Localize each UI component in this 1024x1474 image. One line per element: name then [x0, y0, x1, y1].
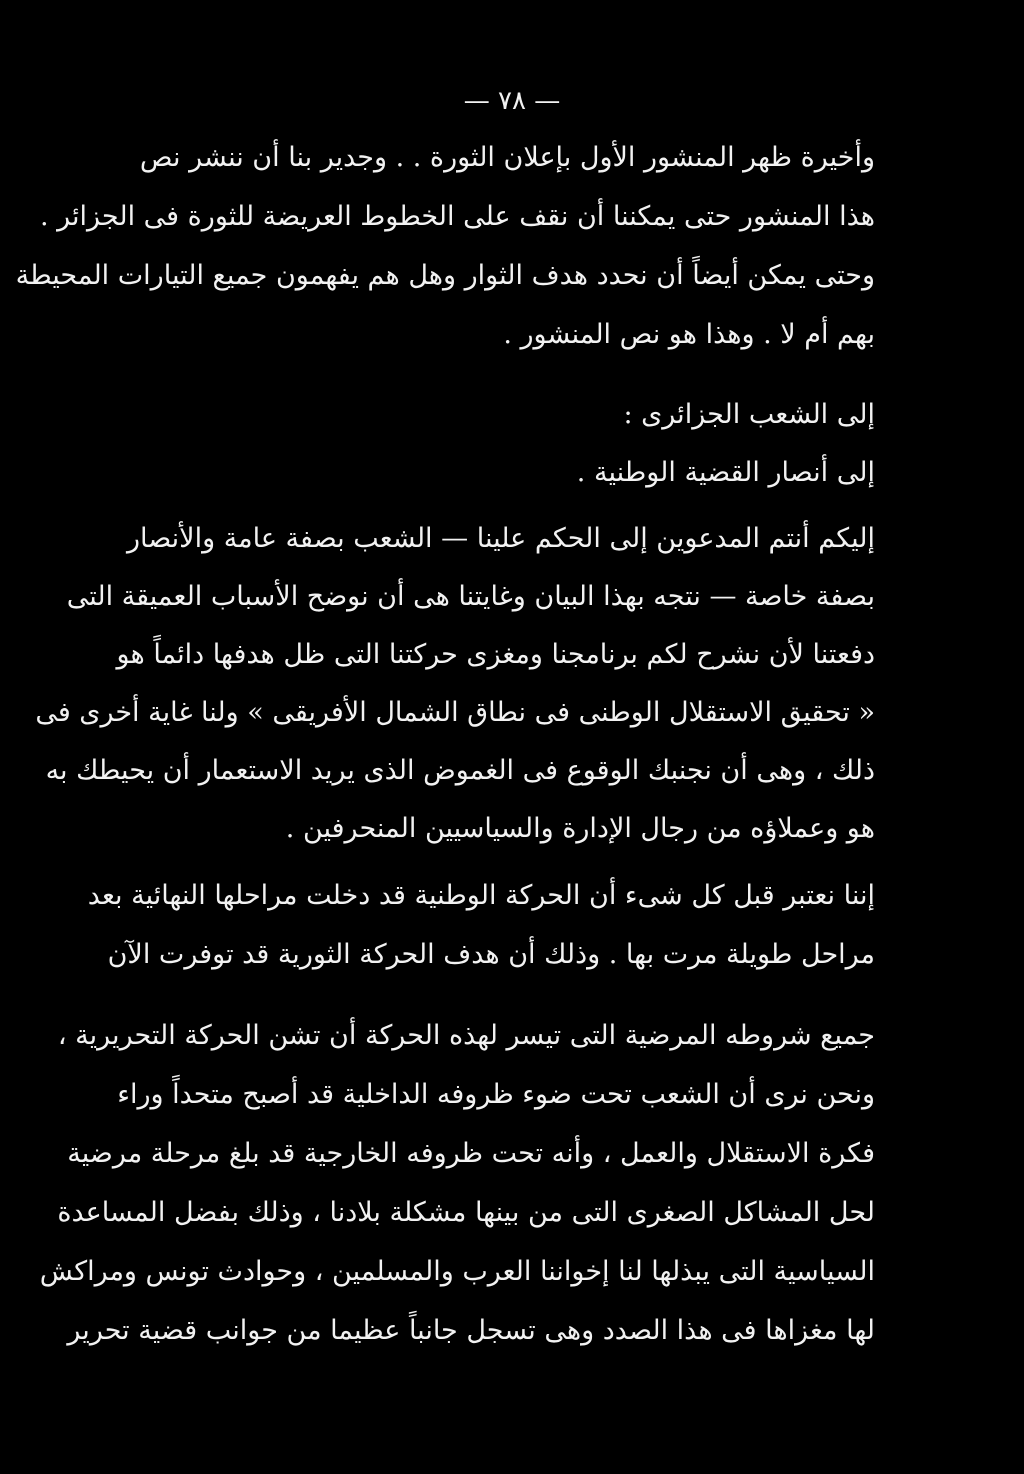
- page-number: — ٧٨ —: [463, 86, 561, 116]
- paragraph-address: [35, 510, 875, 858]
- paragraph-national-movement: [87, 866, 875, 984]
- text-line: إلى الشعب الجزائرى :: [623, 399, 875, 430]
- text-line: إلى أنصار القضية الوطنية .: [576, 457, 875, 488]
- text-line: فكرة الاستقلال والعمل ، وأنه تحت ظروفه الخارجية قد بلغ مرحلة مرضية: [67, 1138, 875, 1169]
- paragraph-salutation: [130, 386, 875, 502]
- paragraph-intro: [15, 128, 875, 364]
- text-line: « تحقيق الاستقلال الوطنى فى نطاق الشمال الأفريقى » ولنا غاية أخرى فى: [35, 697, 875, 728]
- text-line: وأخيرة ظهر المنشور الأول بإعلان الثورة . . وجدير بنا أن ننشر نص: [139, 142, 875, 173]
- text-line: إليكم أنتم المدعوين إلى الحكم علينا — الشعب بصفة عامة والأنصار: [126, 523, 875, 554]
- text-line: هو وعملاؤه من رجال الإدارة والسياسيين المنحرفين .: [285, 813, 875, 844]
- text-line: جميع شروطه المرضية التى تيسر لهذه الحركة أن تشن الحركة التحريرية ،: [57, 1020, 875, 1051]
- text-line: لها مغزاها فى هذا الصدد وهى تسجل جانباً عظيما من جوانب قضية تحرير: [67, 1315, 875, 1346]
- text-line: بهم أم لا . وهذا هو نص المنشور .: [503, 319, 875, 350]
- text-line: بصفة خاصة — نتجه بهذا البيان وغايتنا هى أن نوضح الأسباب العميقة التى: [66, 581, 875, 612]
- text-line: وحتى يمكن أيضاً أن نحدد هدف الثوار وهل هم يفهمون جميع التيارات المحيطة: [15, 260, 875, 291]
- text-line: السياسية التى يبذلها لنا إخواننا العرب والمسلمين ، وحوادث تونس ومراكش: [39, 1256, 875, 1287]
- text-line: ذلك ، وهى أن نجنبك الوقوع فى الغموض الذى يريد الاستعمار أن يحيطك به: [45, 755, 875, 786]
- text-line: دفعتنا لأن نشرح لكم برنامجنا ومغزى حركتنا التى ظل هدفها دائماً هو: [116, 639, 875, 670]
- text-line: إننا نعتبر قبل كل شىء أن الحركة الوطنية قد دخلت مراحلها النهائية بعد: [87, 880, 875, 911]
- text-line: هذا المنشور حتى يمكننا أن نقف على الخطوط العريضة للثورة فى الجزائر .: [39, 201, 875, 232]
- paragraph-conditions: [39, 1006, 875, 1360]
- text-line: لحل المشاكل الصغرى التى من بينها مشكلة بلادنا ، وذلك بفضل المساعدة: [57, 1197, 875, 1228]
- text-line: ونحن نرى أن الشعب تحت ضوء ظروفه الداخلية قد أصبح متحداً وراء: [117, 1079, 875, 1110]
- text-line: مراحل طويلة مرت بها . وذلك أن هدف الحركة الثورية قد توفرت الآن: [107, 939, 875, 970]
